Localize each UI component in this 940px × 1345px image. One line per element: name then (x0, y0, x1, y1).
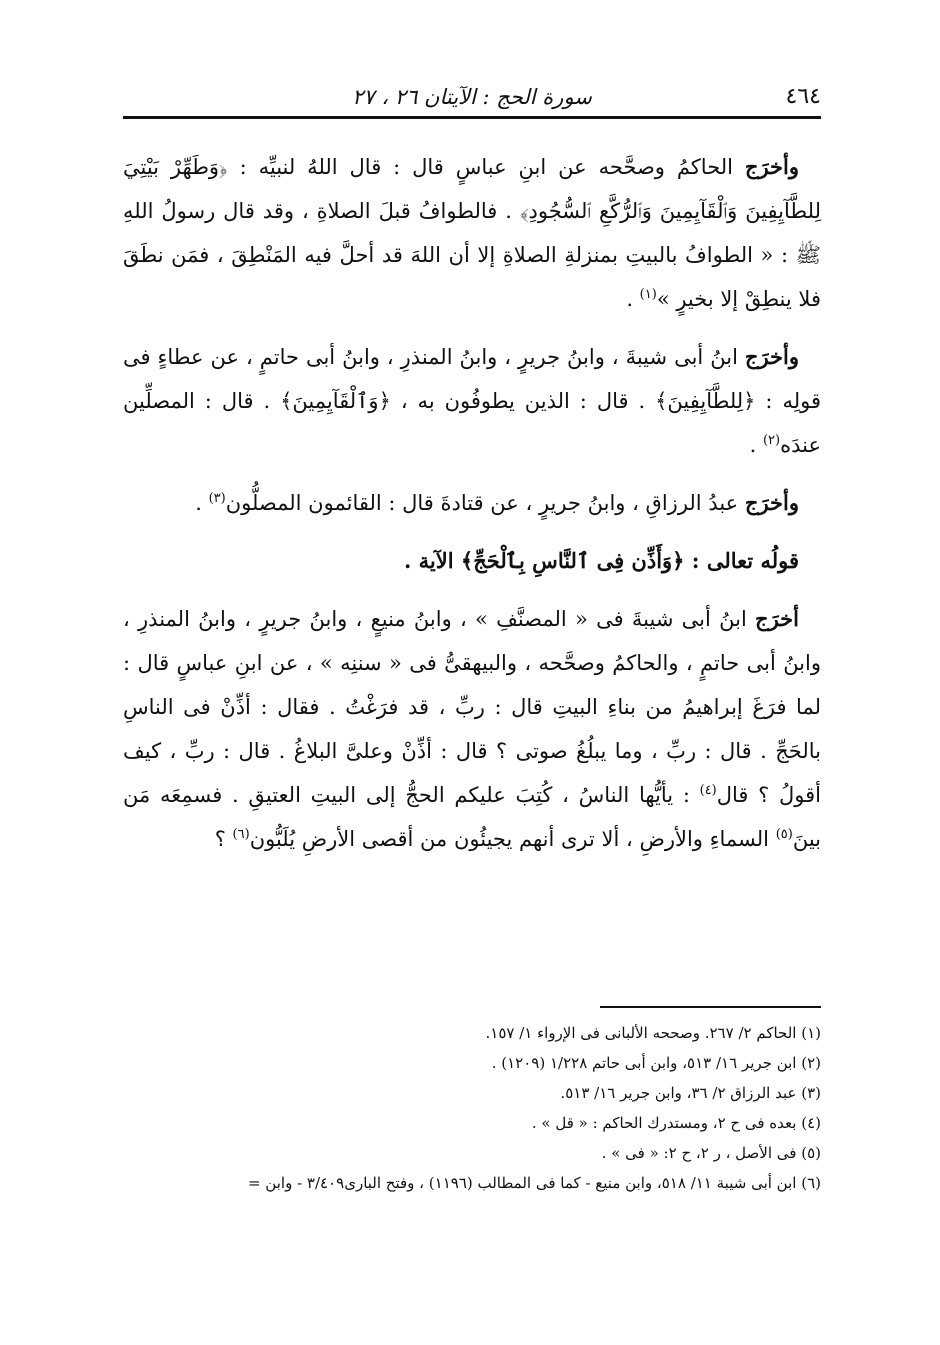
footnote-5: (٥) فى الأصل ، ر ٢، ح ٢: « فى » . (601, 1144, 821, 1162)
running-title: سورة الحج : الآيتان ٢٦ ، ٢٧ (352, 85, 592, 109)
paragraph-end: . (749, 433, 763, 457)
main-text (123, 145, 821, 875)
quran-verse: ﴿لِلطَّآيِفِينَ﴾ (655, 389, 756, 413)
paragraph-text: الحاكمُ وصحَّحه عن ابنِ عباسٍ قال : قال اللهُ لنبيِّه : (227, 155, 745, 179)
paragraph-intro: وأخرَج (744, 490, 799, 515)
footnote-4: (٤) بعده فى ح ٢، ومستدرك الحاكم : « قل » . (531, 1114, 821, 1132)
footnote-6: (٦) ابن أبى شيبة ١١/ ٥١٨، وابن منيع - كما فى المطالب (١١٩٦) ، وفتح البارى٣/٤٠٩ - وابن = (247, 1174, 821, 1192)
paragraph-end: . (626, 287, 640, 311)
paragraph-3 (123, 481, 821, 525)
footnote-marker-5: (٥) (775, 827, 793, 842)
footnote-marker-2: (٢) (762, 433, 781, 448)
footnote-3: (٣) عبد الرزاق ٢/ ٣٦، وابن جرير ١٦/ ٥١٣. (560, 1084, 821, 1102)
verse-heading-label: قولُه تعالى : (684, 548, 799, 573)
quran-verse: ﴿وَطَهِّرْ بَيْتِيَ لِلطَّآيِفِينَ وَٱلْقَآيِمِينَ وَٱلرُّكَّعِ ٱلسُّجُودِ﴾ (123, 155, 821, 223)
paragraph-1 (123, 145, 821, 321)
footnote-marker-4: (٤) (699, 783, 717, 798)
verse-heading-rest: الآية . (404, 548, 461, 573)
paragraph-2 (123, 335, 821, 467)
quran-verse-2: ﴿وَٱلْقَآيِمِينَ﴾ (280, 389, 391, 413)
paragraph-end: . (195, 491, 209, 515)
paragraph-end: ؟ (214, 827, 233, 851)
footnote-marker-6: (٦) (232, 827, 250, 842)
paragraph-text-continued: . فالطوافُ قبلَ الصلاةِ ، وقد قال رسولُ اللهِ ﷺ : « الطوافُ بالبيتِ بمنزلةِ الصلاةِ إلا أن اللهَ قد أحلَّ فيه المَنْطِقَ ، فمَن نطَقَ فلا ينطِقْ إلا بخيرٍ » (123, 199, 821, 311)
footnote-2: (٢) ابن جرير ١٦/ ٥١٣، وابن أبى حاتم ١/٢٢٨ (١٢٠٩) . (491, 1054, 821, 1072)
page-header (123, 80, 821, 119)
paragraph-text: عبدُ الرزاقِ ، وابنُ جريرٍ ، عن قتادةَ قال : القائمون المصلُّون (225, 491, 745, 515)
footnote-marker-1: (١) (639, 287, 657, 302)
paragraph-text-continued-2: . قال : المصلِّين عندَه (123, 389, 821, 457)
paragraph-intro: أخرَج (755, 606, 799, 631)
paragraph-text-continued: . قال : الذين يطوفُون به ، (390, 389, 656, 413)
verse-heading (123, 539, 821, 583)
quran-verse: ﴿وَأَذِّن فِى ٱلنَّاسِ بِٱلْحَجِّ﴾ (460, 548, 685, 573)
paragraph-intro: وأخرَج (744, 154, 800, 179)
footnote-divider (600, 1006, 821, 1008)
page-number: ٤٦٤ (785, 84, 821, 109)
footnote-1: (١) الحاكم ٢/ ٢٦٧. وصححه الألبانى فى الإرواء ١/ ١٥٧. (485, 1024, 821, 1042)
paragraph-text-continued: : يأيُّها الناسُ ، كُتِبَ عليكم الحجُّ إلى البيتِ العتيقِ . فسمِعَه مَن بينَ (123, 783, 821, 851)
paragraph-intro: وأخرَج (744, 344, 799, 369)
paragraph-text-continued-2: السماءِ والأرضِ ، ألا ترى أنهم يجيئُون من أقصى الأرضِ يُلَبُّون (249, 827, 776, 851)
paragraph-text: ابنُ أبى شيبةَ ، وابنُ جريرٍ ، وابنُ المنذرِ ، وابنُ أبى حاتمٍ ، عن عطاءٍ فى قولِه : (123, 345, 821, 413)
footnote-marker-3: (٣) (208, 491, 226, 506)
paragraph-4 (123, 597, 821, 861)
footnotes (123, 1018, 821, 1198)
paragraph-text: ابنُ أبى شيبةَ فى « المصنَّفِ » ، وابنُ منيعٍ ، وابنُ جريرٍ ، وابنُ المنذرِ ، وابنُ أبى حاتمٍ ، والحاكمُ وصحَّحه ، والبيهقىُّ فى « سننِه » ، عن ابنِ عباسٍ قال : لما فرَغَ إبراهيمُ من بناءِ البيتِ قال : ربِّ ، قد فرَغْتُ . فقال : أذِّنْ فى الناسِ بالحَجِّ . قال : ربِّ ، وما يبلُغُ صوتى ؟ قال : أذِّنْ وعلىَّ البلاغُ . قال : ربِّ ، كيف أقولُ ؟ قال (123, 607, 821, 807)
